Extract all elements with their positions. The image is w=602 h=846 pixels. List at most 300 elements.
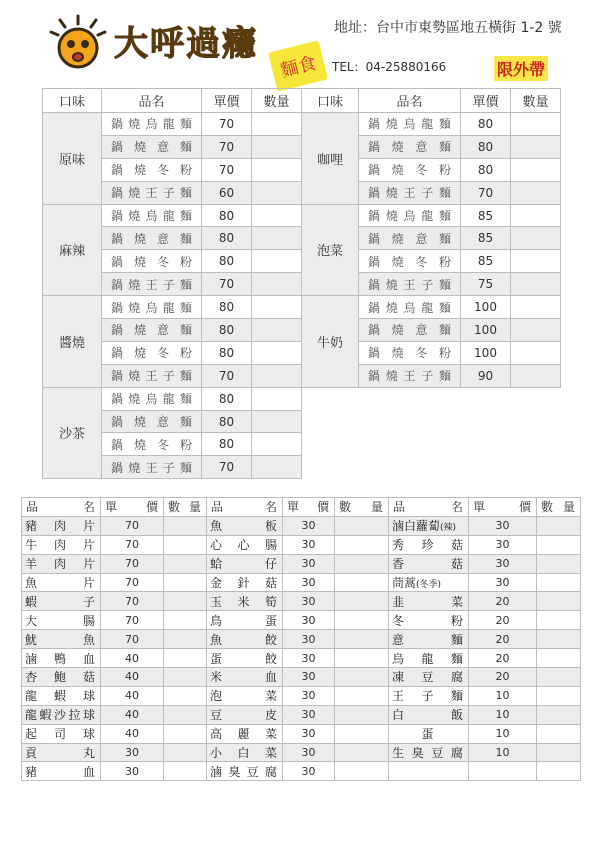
empty-cell	[511, 456, 561, 479]
side-dish-qty-cell[interactable]	[537, 630, 581, 649]
noodle-item-price: 80	[461, 135, 511, 158]
noodle-item-price: 80	[202, 204, 252, 227]
noodle-qty-cell[interactable]	[511, 319, 561, 342]
empty-cell	[302, 433, 359, 456]
side-dish-name	[207, 743, 283, 762]
side-dish-price: 40	[101, 724, 164, 743]
empty-cell	[359, 387, 461, 410]
noodle-item-name: 鍋燒烏龍麵	[359, 296, 461, 319]
side-dish-name	[22, 668, 101, 687]
side-dish-name-text: 豬血	[25, 764, 95, 779]
empty-cell	[511, 433, 561, 456]
side-dish-name-text: 秀珍菇	[392, 538, 463, 553]
side-dish-qty-cell[interactable]	[335, 573, 389, 592]
side-dish-name-text: 蛋餃	[210, 651, 277, 666]
side-dish-name-text: 心心腸	[210, 538, 277, 553]
noodle-qty-cell[interactable]	[511, 158, 561, 181]
side-dish-name-text: 金針菇	[210, 576, 277, 590]
price-header: 單價	[469, 498, 537, 517]
side-dish-name-text: 烏龍麵	[392, 651, 463, 666]
side-dish-name-text: 龍蝦沙拉球	[25, 708, 95, 723]
noodle-item-name: 鍋燒意麵	[102, 135, 202, 158]
noodle-item-name: 鍋燒王子麵	[102, 181, 202, 204]
empty-cell	[302, 387, 359, 410]
side-dish-price: 30	[283, 535, 335, 554]
noodle-item-price: 85	[461, 250, 511, 273]
side-dish-name-text: 高麗菜	[210, 727, 277, 742]
side-dish-name	[389, 668, 469, 687]
side-dish-name	[207, 705, 283, 724]
flavor-header: 口味	[302, 89, 359, 113]
side-dish-name-text: 牛肉片	[25, 538, 95, 553]
noodle-qty-cell[interactable]	[252, 113, 302, 136]
side-dish-qty-cell[interactable]	[164, 554, 207, 573]
side-dish-qty-cell[interactable]	[164, 630, 207, 649]
noodle-item-name: 鍋燒意麵	[102, 227, 202, 250]
empty-cell	[359, 433, 461, 456]
side-dish-name-text: 香菇	[392, 557, 463, 572]
side-dish-name-text: 小白菜	[210, 746, 277, 761]
empty-cell	[461, 410, 511, 433]
side-dish-qty-cell[interactable]	[537, 592, 581, 611]
noodle-qty-cell[interactable]	[252, 227, 302, 250]
side-dish-qty-cell[interactable]	[164, 743, 207, 762]
side-dish-name-text: 大腸	[25, 613, 95, 628]
menu-header	[0, 0, 602, 88]
noodle-menu-header-row	[43, 89, 561, 113]
side-dish-price: 30	[283, 516, 335, 535]
noodle-qty-cell[interactable]	[252, 456, 302, 479]
side-dish-name-text: 魚片	[25, 576, 95, 590]
side-dish-qty-cell[interactable]	[164, 724, 207, 743]
side-dish-name	[389, 535, 469, 554]
empty-cell	[461, 456, 511, 479]
side-dish-price: 30	[469, 554, 537, 573]
noodle-item-name: 鍋燒意麵	[102, 410, 202, 433]
side-dish-price: 30	[283, 573, 335, 592]
noodle-item-name: 鍋燒烏龍麵	[359, 204, 461, 227]
noodle-qty-cell[interactable]	[252, 341, 302, 364]
side-dish-row	[22, 724, 581, 743]
side-dish-qty-cell[interactable]	[537, 686, 581, 705]
noodle-item-price: 85	[461, 227, 511, 250]
item-header: 品名	[359, 89, 461, 113]
side-dish-price: 70	[101, 630, 164, 649]
side-dish-name-text: 魷魚	[25, 632, 95, 647]
side-dish-price: 30	[469, 573, 537, 592]
side-dish-price: 30	[283, 743, 335, 762]
side-dish-name	[207, 611, 283, 630]
side-dish-name	[22, 649, 101, 668]
noodle-row	[43, 113, 561, 136]
side-dish-name-text: 泡菜	[210, 689, 277, 704]
side-dish-row	[22, 762, 581, 781]
empty-cell	[302, 410, 359, 433]
side-dish-qty-cell[interactable]	[537, 724, 581, 743]
noodle-menu-table	[42, 88, 561, 479]
side-dish-name-text: 起司球	[25, 727, 95, 742]
side-dish-name-text: 生臭豆腐	[392, 746, 463, 761]
side-dish-price: 40	[101, 668, 164, 687]
noodle-item-price: 80	[202, 250, 252, 273]
side-dish-row	[22, 668, 581, 687]
side-dish-qty-cell[interactable]	[164, 668, 207, 687]
side-dish-price: 70	[101, 611, 164, 630]
noodle-item-price: 80	[202, 296, 252, 319]
noodle-item-name: 鍋燒意麵	[102, 319, 202, 342]
noodle-row	[43, 387, 561, 410]
side-dish-name-text: 貢丸	[25, 746, 95, 761]
noodle-item-price: 70	[202, 113, 252, 136]
side-dish-qty-cell[interactable]	[164, 516, 207, 535]
side-dish-qty-cell[interactable]	[335, 762, 389, 781]
side-dish-note: (辣)	[440, 523, 457, 534]
shop-address: 地址：台中市東勢區地五橫街 1-2 號	[334, 20, 562, 36]
flavor-header: 口味	[43, 89, 102, 113]
noodle-qty-cell[interactable]	[252, 319, 302, 342]
noodle-item-name: 鍋燒冬粉	[359, 341, 461, 364]
noodle-qty-cell[interactable]	[252, 410, 302, 433]
noodle-qty-cell[interactable]	[252, 296, 302, 319]
noodle-item-price: 85	[461, 204, 511, 227]
side-dish-row	[22, 611, 581, 630]
side-dish-qty-cell[interactable]	[164, 705, 207, 724]
flavor-label: 麻辣	[43, 204, 102, 296]
side-dish-row	[22, 554, 581, 573]
noodle-item-name: 鍋燒冬粉	[359, 158, 461, 181]
side-dish-price: 20	[469, 630, 537, 649]
empty-cell	[511, 387, 561, 410]
side-dish-name	[389, 592, 469, 611]
side-dish-row	[22, 592, 581, 611]
side-dish-name	[207, 630, 283, 649]
side-dish-price: 30	[283, 592, 335, 611]
noodle-item-name: 鍋燒冬粉	[102, 433, 202, 456]
noodle-item-name: 鍋燒王子麵	[359, 273, 461, 296]
side-dish-name	[22, 554, 101, 573]
side-dish-qty-cell[interactable]	[537, 535, 581, 554]
side-dish-name	[22, 686, 101, 705]
side-dish-qty-cell[interactable]	[335, 592, 389, 611]
side-dish-price: 30	[283, 554, 335, 573]
noodle-item-name: 鍋燒烏龍麵	[102, 113, 202, 136]
side-dish-name-text: 滷白蘿蔔	[392, 519, 441, 534]
noodle-qty-cell[interactable]	[252, 433, 302, 456]
side-dish-name-text: 王子麵	[392, 689, 463, 704]
side-dish-qty-cell[interactable]	[537, 705, 581, 724]
name-header: 品名	[389, 498, 469, 517]
noodle-item-price: 70	[202, 135, 252, 158]
side-dish-name	[22, 705, 101, 724]
side-dish-qty-cell[interactable]	[164, 592, 207, 611]
noodle-item-name: 鍋燒冬粉	[102, 341, 202, 364]
side-dish-name	[22, 592, 101, 611]
side-dish-qty-cell[interactable]	[537, 762, 581, 781]
side-dish-price: 70	[101, 573, 164, 592]
flavor-label: 原味	[43, 113, 102, 205]
noodle-qty-cell[interactable]	[252, 181, 302, 204]
side-dish-qty-cell[interactable]	[335, 535, 389, 554]
side-dish-qty-cell[interactable]	[164, 573, 207, 592]
side-dish-row	[22, 573, 581, 592]
side-dish-price: 20	[469, 649, 537, 668]
side-dish-price: 30	[101, 743, 164, 762]
side-dish-qty-cell[interactable]	[335, 686, 389, 705]
noodle-qty-cell[interactable]	[252, 250, 302, 273]
side-dish-name	[22, 516, 101, 535]
side-dish-name	[207, 535, 283, 554]
noodle-item-name: 鍋燒烏龍麵	[102, 296, 202, 319]
noodle-badge: 麵食	[268, 40, 328, 91]
side-dish-name	[22, 743, 101, 762]
side-dish-name	[207, 668, 283, 687]
noodle-qty-cell[interactable]	[511, 250, 561, 273]
side-dish-price: 30	[469, 535, 537, 554]
side-dish-qty-cell[interactable]	[537, 668, 581, 687]
side-dish-row	[22, 630, 581, 649]
side-dish-qty-cell[interactable]	[335, 516, 389, 535]
side-dish-row	[22, 686, 581, 705]
side-dish-name-text: 茼蒿	[392, 576, 417, 590]
noodle-item-price: 80	[202, 410, 252, 433]
noodle-item-name: 鍋燒冬粉	[102, 158, 202, 181]
noodle-item-name: 鍋燒冬粉	[359, 250, 461, 273]
side-dish-name-text: 韭菜	[392, 594, 463, 609]
side-dish-qty-cell[interactable]	[164, 611, 207, 630]
noodle-qty-cell[interactable]	[511, 273, 561, 296]
side-dish-qty-cell[interactable]	[335, 554, 389, 573]
side-dish-name-text: 玉米筍	[210, 594, 277, 609]
noodle-qty-cell[interactable]	[511, 204, 561, 227]
side-dish-qty-cell[interactable]	[335, 630, 389, 649]
side-dish-price: 40	[101, 686, 164, 705]
side-dish-name	[389, 630, 469, 649]
noodle-item-price: 70	[202, 456, 252, 479]
side-dish-price: 30	[469, 516, 537, 535]
name-header: 品名	[207, 498, 283, 517]
noodle-item-name: 鍋燒意麵	[359, 135, 461, 158]
side-dish-price: 20	[469, 592, 537, 611]
noodle-row	[43, 433, 561, 456]
noodle-item-name: 鍋燒烏龍麵	[102, 204, 202, 227]
noodle-row	[43, 296, 561, 319]
side-dish-price	[469, 762, 537, 781]
noodle-qty-cell[interactable]	[511, 135, 561, 158]
side-dish-qty-cell[interactable]	[164, 649, 207, 668]
side-dish-name	[207, 554, 283, 573]
noodle-item-name: 鍋燒王子麵	[359, 364, 461, 387]
flavor-label: 泡菜	[302, 204, 359, 296]
logo-text: 大呼過癮	[114, 24, 258, 64]
side-dish-name	[207, 592, 283, 611]
side-dish-price: 20	[469, 668, 537, 687]
shop-logo	[48, 10, 298, 72]
side-dish-name	[389, 611, 469, 630]
side-dish-name	[389, 516, 469, 535]
noodle-qty-cell[interactable]	[252, 158, 302, 181]
side-dish-price: 10	[469, 724, 537, 743]
side-dish-name-text: 凍豆腐	[392, 670, 463, 685]
side-dish-row	[22, 516, 581, 535]
side-dish-qty-cell[interactable]	[335, 611, 389, 630]
noodle-qty-cell[interactable]	[252, 364, 302, 387]
side-dish-name-text: 白飯	[392, 708, 463, 723]
side-dish-name-text: 豆皮	[210, 708, 277, 723]
side-dish-header-row	[22, 498, 581, 517]
side-dish-price: 30	[283, 762, 335, 781]
side-dish-qty-cell[interactable]	[537, 516, 581, 535]
flavor-label: 牛奶	[302, 296, 359, 388]
side-dish-qty-cell[interactable]	[335, 668, 389, 687]
side-dish-qty-cell[interactable]	[537, 649, 581, 668]
shop-phone: TEL：04-25880166	[332, 60, 447, 74]
takeout-label: 限外帶	[494, 56, 548, 81]
empty-cell	[359, 410, 461, 433]
noodle-item-price: 90	[461, 364, 511, 387]
side-dish-note: (冬季)	[416, 580, 442, 590]
side-dish-name-text: 米血	[210, 670, 277, 685]
noodle-item-name: 鍋燒冬粉	[102, 250, 202, 273]
noodle-item-price: 70	[461, 181, 511, 204]
side-dish-name-text: 滷臭豆腐	[210, 764, 277, 779]
side-dish-name	[207, 573, 283, 592]
side-dish-name	[207, 762, 283, 781]
side-dish-price: 30	[101, 762, 164, 781]
side-dish-qty-cell[interactable]	[335, 743, 389, 762]
side-dish-name	[207, 516, 283, 535]
side-dish-name	[389, 649, 469, 668]
noodle-qty-cell[interactable]	[511, 296, 561, 319]
side-dish-name	[22, 630, 101, 649]
noodle-item-price: 70	[202, 158, 252, 181]
empty-cell	[302, 456, 359, 479]
side-dish-qty-cell[interactable]	[335, 724, 389, 743]
side-dish-name	[207, 649, 283, 668]
side-dish-qty-cell[interactable]	[537, 554, 581, 573]
side-dish-name-text: 豬肉片	[25, 519, 95, 534]
empty-cell	[461, 387, 511, 410]
noodle-qty-cell[interactable]	[252, 135, 302, 158]
noodle-item-price: 75	[461, 273, 511, 296]
empty-cell	[511, 410, 561, 433]
noodle-item-price: 80	[202, 227, 252, 250]
noodle-qty-cell[interactable]	[511, 364, 561, 387]
qty-header: 數量	[537, 498, 581, 517]
name-header: 品名	[22, 498, 101, 517]
side-dish-price: 30	[283, 705, 335, 724]
side-dish-row	[22, 705, 581, 724]
side-dish-name	[389, 554, 469, 573]
side-dish-price: 70	[101, 516, 164, 535]
side-dish-price: 70	[101, 554, 164, 573]
noodle-qty-cell[interactable]	[511, 181, 561, 204]
side-dish-price: 30	[283, 668, 335, 687]
price-header: 單價	[202, 89, 252, 113]
side-dish-name-text: 蝦子	[25, 594, 95, 609]
qty-header: 數量	[511, 89, 561, 113]
side-dish-price: 30	[283, 724, 335, 743]
noodle-qty-cell[interactable]	[511, 341, 561, 364]
noodle-item-price: 80	[202, 387, 252, 410]
noodle-qty-cell[interactable]	[252, 204, 302, 227]
side-dish-qty-cell[interactable]	[537, 573, 581, 592]
side-dish-name-text: 蛤仔	[210, 557, 277, 572]
noodle-row	[43, 410, 561, 433]
side-dish-qty-cell[interactable]	[164, 686, 207, 705]
side-dish-name	[22, 724, 101, 743]
side-dish-price: 30	[283, 686, 335, 705]
item-header: 品名	[102, 89, 202, 113]
noodle-item-price: 80	[202, 341, 252, 364]
noodle-item-price: 100	[461, 319, 511, 342]
side-dish-qty-cell[interactable]	[537, 743, 581, 762]
side-dish-name	[389, 724, 469, 743]
noodle-item-name: 鍋燒意麵	[359, 319, 461, 342]
noodle-qty-cell[interactable]	[511, 113, 561, 136]
noodle-item-price: 80	[202, 433, 252, 456]
side-dish-name	[22, 573, 101, 592]
noodle-row	[43, 456, 561, 479]
noodle-item-price: 100	[461, 296, 511, 319]
noodle-item-name: 鍋燒烏龍麵	[359, 113, 461, 136]
side-dish-price: 10	[469, 686, 537, 705]
qty-header: 數量	[252, 89, 302, 113]
noodle-item-name: 鍋燒王子麵	[102, 273, 202, 296]
noodle-qty-cell[interactable]	[252, 387, 302, 410]
side-dish-price: 10	[469, 743, 537, 762]
noodle-item-price: 70	[202, 273, 252, 296]
noodle-item-price: 70	[202, 364, 252, 387]
noodle-item-name: 鍋燒王子麵	[102, 456, 202, 479]
side-dish-name	[389, 573, 469, 592]
flavor-label: 沙茶	[43, 387, 102, 479]
side-dish-qty-cell[interactable]	[335, 649, 389, 668]
side-dish-row	[22, 535, 581, 554]
side-dish-qty-cell[interactable]	[537, 611, 581, 630]
side-dish-qty-cell[interactable]	[164, 535, 207, 554]
side-dish-row	[22, 743, 581, 762]
side-dish-name-text: 龍蝦球	[25, 689, 95, 704]
side-dish-qty-cell[interactable]	[164, 762, 207, 781]
flavor-label: 醬燒	[43, 296, 102, 388]
side-dish-price: 30	[283, 649, 335, 668]
side-dish-qty-cell[interactable]	[335, 705, 389, 724]
side-dish-price: 40	[101, 649, 164, 668]
flavor-label: 咖哩	[302, 113, 359, 205]
side-dish-name-text: 羊肉片	[25, 557, 95, 572]
side-dish-price: 30	[283, 630, 335, 649]
side-dish-price: 70	[101, 535, 164, 554]
noodle-item-name: 鍋燒王子麵	[102, 364, 202, 387]
side-dish-name-text: 杏鮑菇	[25, 670, 95, 685]
side-dish-name	[389, 705, 469, 724]
side-dish-price: 30	[283, 611, 335, 630]
noodle-item-name: 鍋燒烏龍麵	[102, 387, 202, 410]
noodle-qty-cell[interactable]	[252, 273, 302, 296]
empty-cell	[359, 456, 461, 479]
side-dish-name-text: 滷鴨血	[25, 651, 95, 666]
side-dish-row	[22, 649, 581, 668]
side-dish-name	[207, 686, 283, 705]
noodle-row	[43, 204, 561, 227]
noodle-item-price: 80	[202, 319, 252, 342]
side-dish-table	[21, 497, 581, 781]
empty-cell	[461, 433, 511, 456]
side-dish-name-text: 冬粉	[392, 613, 463, 628]
noodle-qty-cell[interactable]	[511, 227, 561, 250]
noodle-item-price: 60	[202, 181, 252, 204]
side-dish-name	[207, 724, 283, 743]
